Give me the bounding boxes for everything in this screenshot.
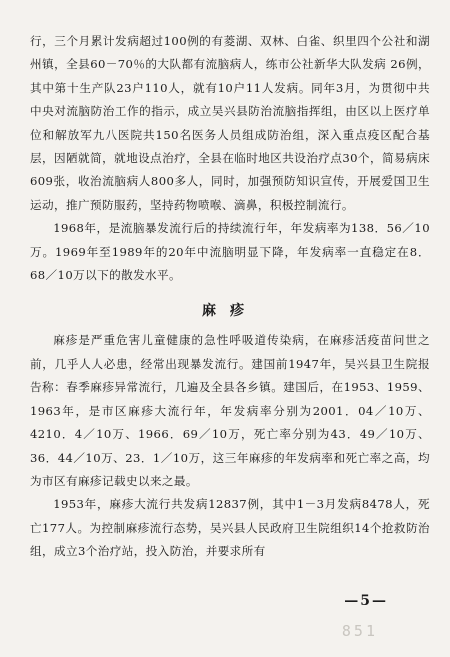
paragraph-measles-intro: 麻疹是严重危害儿童健康的急性呼吸道传染病，在麻疹活疫苗问世之前，几乎人人必患，经常出现暴发流行。建国前1947年，吴兴县卫生院报告称：春季麻疹异常流行，几遍及全县各乡镇。建国后，在1953、1959、1963年，是市区麻疹大流行年，年发病率分别为2001．04／10万、4210．4／10万、1966．69／10万，死亡率分别为43．49／10万、36．44／10万、23．1／10万，这三年麻疹的年发病率和死亡率之高，均为市区有麻疹记载史以来之最。 [30, 333, 430, 488]
paragraph-epidemic-continued: 行，三个月累计发病超过100例的有菱湖、双林、白雀、织里四个公社和湖州镇，全县60－70％的大队都有流脑病人，练市公社新华大队发病 26例，其中第十生产队23户110人，就有10户11人发病。同年3月，为贯彻中共中央对流脑防治工作的指示，成立吴兴县防治流脑指挥组，由区以上医疗单位和解放军九八医院共150名医务人员组成防治组，深入重点疫区配合基层，因陋就简，就地设点治疗，全县在临时地区共设治疗点30个，简易病床609张，收治流脑病人800多人，同时，加强预防知识宣传，开展爱国卫生运动，推广预防服药，坚持药物喷喉、滴鼻，积极控制流行。 [30, 34, 430, 212]
paragraph-1968: 1968年，是流脑暴发流行后的持续流行年，年发病率为138．56／10万。1969年至1989年的20年中流脑明显下降，年发病率一直稳定在8．68／10万以下的散发水平。 [30, 221, 430, 283]
archive-stamp: 851 [341, 622, 378, 640]
document-body [30, 30, 430, 564]
page-number: —5— [344, 593, 388, 609]
section-heading-measles: 麻疹 [202, 303, 258, 320]
paragraph-1953: 1953年，麻疹大流行共发病12837例，其中1－3月发病8478人，死亡177人。为控制麻疹流行态势，吴兴县人民政府卫生院组织14个抢救防治组，成立3个治疗站，投入防治，并要求所有 [30, 497, 430, 559]
